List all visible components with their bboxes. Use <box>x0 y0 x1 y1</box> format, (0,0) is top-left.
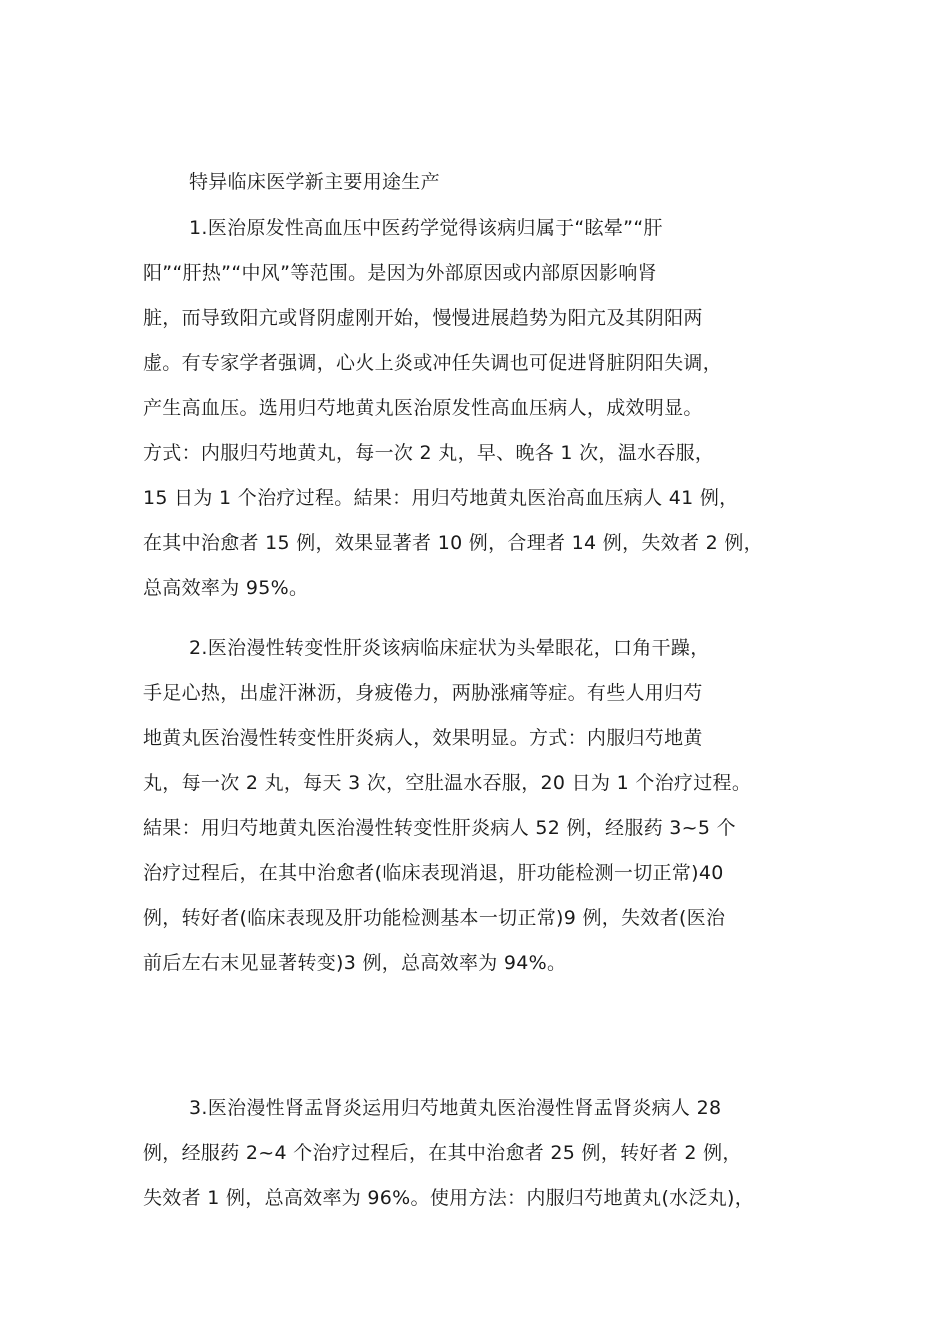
paragraph-line: 結果：用归芍地黄丸医治漫性转变性肝炎病人 52 例，经服药 3~5 个 <box>143 817 736 839</box>
paragraph-line: 失效者 1 例，总高效率为 96%。使用方法：内服归芍地黄丸(水泛丸)， <box>143 1187 755 1209</box>
paragraph-line: 脏，而导致阳亢或肾阴虚刚开始，慢慢进展趋势为阳亢及其阴阳两 <box>143 307 703 329</box>
paragraph-line: 2.医治漫性转变性肝炎该病临床症状为头晕眼花，口角干躁， <box>189 637 710 659</box>
paragraph-line: 丸，每一次 2 丸，每天 3 次，空肚温水吞服，20 日为 1 个治疗过程。 <box>143 772 752 794</box>
paragraph-line: 虚。有专家学者强调，心火上炎或冲任失调也可促进肾脏阴阳失调， <box>143 352 723 374</box>
paragraph-line: 产生高血压。选用归芍地黄丸医治原发性高血压病人，成效明显。 <box>143 397 703 419</box>
paragraph-line: 3.医治漫性肾盂肾炎运用归芍地黄丸医治漫性肾盂肾炎病人 28 <box>189 1097 722 1119</box>
paragraph-line: 手足心热，出虚汗淋沥，身疲倦力，两胁涨痛等症。有些人用归芍 <box>143 682 703 704</box>
paragraph-line: 例，经服药 2~4 个治疗过程后，在其中治愈者 25 例，转好者 2 例， <box>143 1142 742 1164</box>
paragraph-line: 治疗过程后，在其中治愈者(临床表现消退，肝功能检测一切正常)40 <box>143 862 724 884</box>
paragraph-line: 方式：内服归芍地黄丸，每一次 2 丸，早、晚各 1 次，温水吞服， <box>143 442 715 464</box>
paragraph-line: 前后左右末见显著转变)3 例，总高效率为 94%。 <box>143 952 567 974</box>
paragraph-hypertension <box>143 206 823 611</box>
paragraph-line: 1.医治原发性高血压中医药学觉得该病归属于“眩晕”“肝 <box>189 217 663 239</box>
paragraph-line: 15 日为 1 个治疗过程。結果：用归芍地黄丸医治高血压病人 41 例， <box>143 487 739 509</box>
document-title: 特异临床医学新主要用途生产 <box>189 171 440 193</box>
paragraph-line: 在其中治愈者 15 例，效果显著者 10 例，合理者 14 例，失效者 2 例， <box>143 532 763 554</box>
paragraph-hepatitis <box>143 626 823 986</box>
paragraph-line: 总高效率为 95%。 <box>143 577 309 599</box>
paragraph-line: 阳”“肝热”“中风”等范围。是因为外部原因或内部原因影响肾 <box>143 262 657 284</box>
paragraph-line: 例，转好者(临床表现及肝功能检测基本一切正常)9 例，失效者(医治 <box>143 907 726 929</box>
document-title-block <box>143 160 823 205</box>
paragraph-line: 地黄丸医治漫性转变性肝炎病人，效果明显。方式：内服归芍地黄 <box>143 727 703 749</box>
paragraph-pyelonephritis <box>143 1086 823 1221</box>
